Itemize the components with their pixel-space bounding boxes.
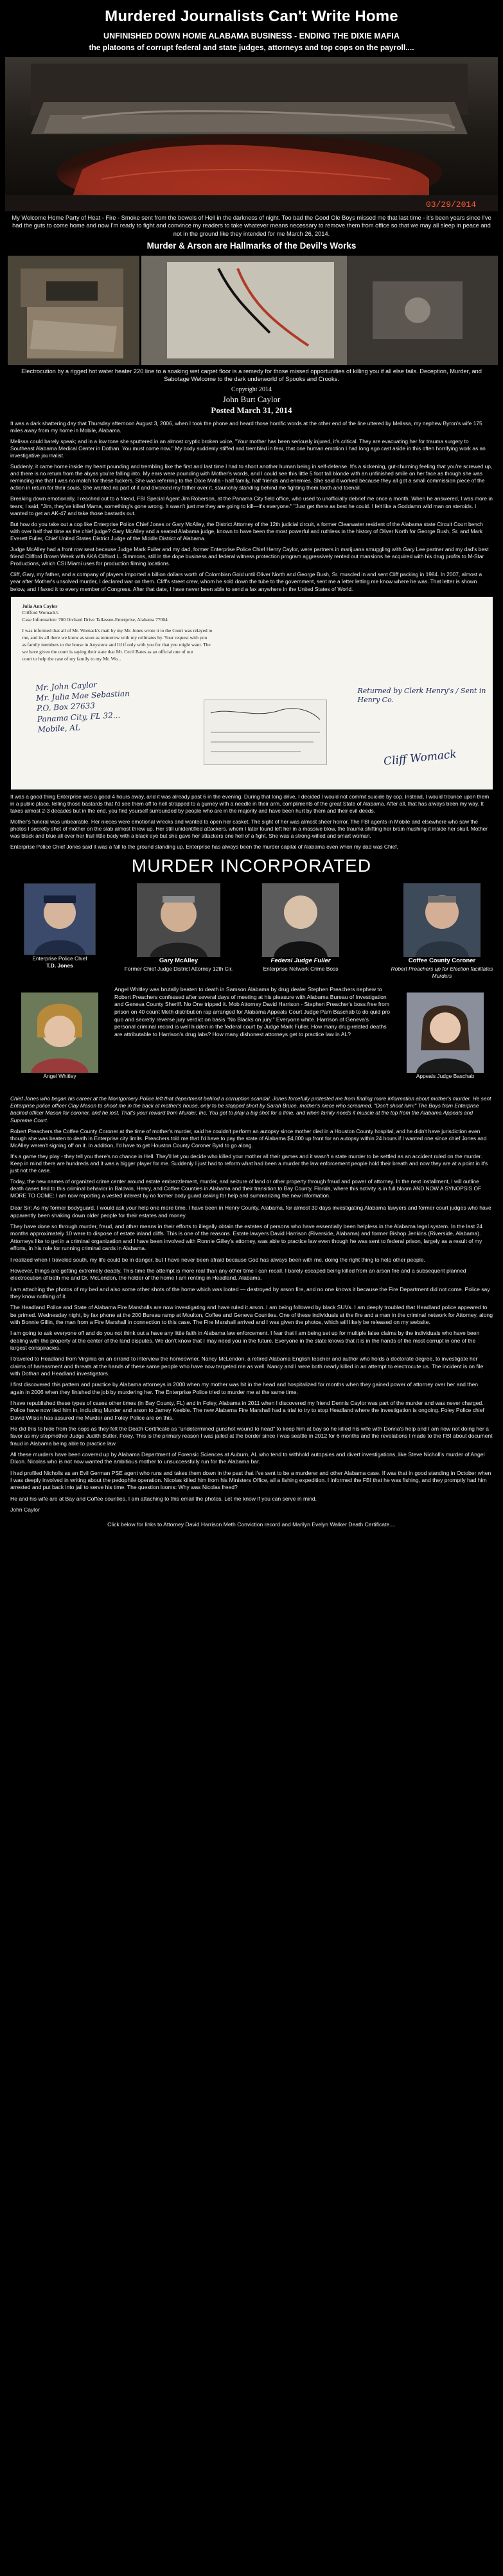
hero-photo-burned-bed: [5, 57, 498, 211]
person-name: T.D. Jones: [46, 962, 73, 969]
envelope-scribble: [204, 700, 326, 764]
story-paragraph: Breaking down emotionally, I reached out to a friend, FBI Special Agent Jim Roberson, at the Panama City field office, who used to unofficially debrief me once a month. When he answered, I was more in tears; I said, "Jim, they've killed Mama, something's gone wrong. It wasn't just me they are going to kill—it's everyone." "Just get there as best he could. I felt like a Goddamn wild man on steroids. I wanted to get an AK-47 and take those bastards out.: [10, 495, 493, 516]
letter-paragraph: He did this to hide from the cops as they felt the Death Certificate as "undetermined gunshot wound to head" to keep him at bay so he killed his wife with Donna's help and I am now not doing her a favor as my stepmother Judge Judith Butler. Foley. This is the primary reason I was jailed at the border since I was seattle in 2012 for 6 months and the revelations I made to the FBI about document fraud in Alabama being able to practice law.: [10, 1425, 493, 1447]
person-label: Appeals Judge Baschab: [416, 1073, 475, 1080]
story-paragraph: Suddenly, it came home inside my heart pounding and trembling like the first and last time I had to shoot another human being in self-defense. It's a sickening, gut-churning feeling that you're screwed up, and there is no return from the abyss you're falling into. My ears were pounding with Mother's words, and I could see this little 5 foot tall blonde with an unfinished smile on her face as though she was reminding me that I was no match for these fuckers. She was referring to the Dixie Mafia - half family, half friends and enemies. She said it worked because they all got a small commission piece of the action in return for their souls. She wanted no part of it and divorced my father over it, staunchly standing behind me fighting them tooth and toenail.: [10, 463, 493, 491]
wiring-photo: [141, 256, 498, 365]
mcalley-photo: [137, 883, 220, 957]
story-paragraph: Melissa could barely speak; and in a low tone she sputtered in an almost cryptic broken voice, "Your mother has been seriously injured, it's critical. They are evacuating her for trauma surgery to Southeast Alabama Medical Center in Dothan. You must come now." My body suddenly stiffed and trembled in fear, that one human emotion I had long ago cast aside in this often horrifying work as an investigative journalist.: [10, 437, 486, 459]
subtitle-banner: UNFINISHED DOWN HOME ALABAMA BUSINESS - ENDING THE DIXIE MAFIA: [103, 31, 400, 40]
story-part-4: [5, 1128, 498, 1200]
author-name: John Burt Caylor: [222, 394, 281, 405]
scanned-letter: [11, 597, 493, 790]
story-paragraph: Today, the new names of organized crime center around estate embezzlement, murder, and seizure of land or other property through fraud and power of attorney. In the next installment, I will outline death cases tied to this criminal behavior in Baldwin, Henry, and Coffee Counties in Alabama and their transition to Bay County, Florida, where this activity is in full bloom AND NOW A SYNOPSIS OF MORE TO COME: I am now reporting a vested interest by no former body guard asking for help and summarizing the new information.: [10, 1178, 482, 1199]
person-name: Robert Preachers up for Election facilitates Murders: [391, 965, 493, 979]
letter-signoff: John Caylor: [10, 1506, 40, 1513]
letter-paragraph: They have done so through murder, fraud, and other means in their efforts to illegally obtain the estates of persons who have essentially been helpless in the Alabama legal system. In the last 24 months approximately 10 were to dispose of estate inland cliffs. This is one of the reasons. Estate lawyers David Harrison (Riverside, Alabama) and former Bishop Jenkins (Riverside, Alabama). Attorneys like to get in a criminal organization and I have been involved with Ronnie Gilley's attorney, was able to practice law even though he was sent to federal prison, largely as a result of my efforts, in his role for running criminal cards in Alabama.: [10, 1223, 483, 1252]
story-paragraph: Cliff, Gary, my father, and a company of players imported a billion dollars worth of Colombian Gold until Oliver North and George Bush, Sr. muscled in and sent Cliff packing in 1984. In 2007, almost a year after Mother's unsolved murder, I declared war on them. Cliff's street crew, whom he sold down the tube to the government, sent me a letter letting me know where he was. That letter is shown below, and I faxed it to every member of Congress. After that date, I have never been able to send a fax anywhere in the United States of World.: [10, 571, 482, 592]
story-paragraph: Chief Jones who began his career at the Montgomery Police left that department behind a corruption scandal. Jones forcefully protested me from finding more information about mother's murder. He sent Enterprise police officer Clay Mason to shoot me in the back at mother's house, only to be stopped short by Sarah Bruce, mother's niece who screamed, "Don't shoot him!" The Boys from Enterprise backed officer Mason for coroner, and he lost. That's your reward from Murder, Inc. You get to play a big shot for a time, and when family needs it muscle at the top from the Alabama Appeals and Supreme Court.: [10, 1095, 491, 1124]
story-paragraph: Mother's funeral was unbearable. Her nieces were emotional wrecks and wanted to open her casket. The sight of her was almost sheer horror. The FBI agents in Mobile and elsewhere who saw the photos I secretly shot of mother on the slab almost threw up. Her still unidentified attackers, whom I later found left her in a massive blow, the trauma shifting her brain mushing it inside her skull. Mother was black and blue all over her frail little body with a black eye but she gave her attackers one hell of a fight. She was a strong-willed and smart woman.: [10, 818, 488, 840]
story-part-1: [5, 420, 498, 593]
person-label: Coffee County Coroner: [408, 957, 476, 965]
letter-line: Case Information: 700 Orchard Drive Tallassee-Enterprise, Alabama 77004: [22, 617, 168, 623]
letter-paragraph: The Headland Police and State of Alabama Fire Marshalls are now investigating and have ruled it arson. I am being followed by black SUVs. I am deeply troubled that Headland police appeared to be primed. Wednesday night, by fax phone at the 200 Bureau ramp at Moulton, Coffee and Geneva Counties. One of these individuals at the fire and a man in the criminal network for Attorney, along with Bonnie Gillin, the man from a Fire Marshall in connection to this case. The Fire Marshall arrived and I was given the photos, which will likely be released on my website.: [10, 1304, 493, 1325]
person-label: Enterprise Police Chief: [32, 955, 87, 962]
story-paragraph: But how do you take out a cop like Enterprise Police Chief Jones or Gary McAlley, the District Attorney of the 12th judicial circuit, a former Clearwater resident of the Alabama state Circuit Court bench with over half that time as the chief judge? Gary McAlley and a seated Alabama judge, known to have been the most powerful and ruthless in the history of Oliver North for George Bush, Sr. and Mark Everett Fuller, Chief United States District Judge of the Middle District of Alabama.: [10, 520, 483, 542]
letter-line: as family members to the house in Anysnow and I'd if only with you for that you might want. The: [22, 641, 211, 648]
coroner-photo: [403, 883, 481, 957]
section-heading-murder-arson: Murder & Arson are Hallmarks of the Devil's Works: [146, 240, 357, 251]
portrait-police-chief: [12, 883, 108, 969]
letter-paragraph: I realized when I traveled south, my life could be in danger, but I have never been afraid because God has always been with me, doing the right thing to help other people.: [10, 1256, 425, 1263]
police-chief-photo: [24, 883, 96, 955]
person-name: Former Chief Judge District Attorney 12th Cir.: [124, 965, 233, 972]
letter-paragraph: I have republished these types of cases other times (in Bay County, FL) and in Foley, Alabama in 2011 when I discovered my friend Dennis Caylor was part of the murder and was never charged. Police have now tied him in, including Murder and arson to Jamey Keeble. The new Alabama Fire Marshall had a trial to try to stop Headland where the investigation is ongoing. Foley Police chief David Wilson has assured me Murder and Foley Police are on this.: [10, 1400, 484, 1421]
story-paragraph: It's a game they play - they tell you there's no chance in Hell. They'll let you decide who killed your mother all their games and it wasn't a state murder to be settled as an accident ruled on the murder. Keep in mind there are hundreds and it was a bigger player for me. Suddenly I just had to reform what had been a murder the law enforcement people hold their breath and now they are at a point in it's just not the case.: [10, 1152, 488, 1174]
electrical-photos: [5, 256, 498, 365]
electrocution-caption: Electrocution by a rigged hot water heater 220 line to a soaking wet carpet floor is a remedy for those missed opportunities of killing you if all else fails. Deception, Murder, and Sabotage Welcome to the dark underworld of Spooks and Crooks.: [21, 367, 482, 382]
posted-date: Posted March 31, 2014: [211, 405, 292, 416]
person-label: Angel Whitley: [43, 1073, 76, 1080]
handwriting-line: Mobile, AL: [37, 722, 80, 734]
letter-paragraph: All these murders have been covered up by Alabama Department of Forensic Sciences at Auburn, AL who tend to withhold autopsies and divert investigations, like Steve Nicholl's murder of Angel Dixon. Nicolas who is not now wanted the ambitious mother to unsuccessfully run for the Alabama bar.: [10, 1451, 485, 1465]
letter-paragraph: I traveled to Headland from Virginia on an errand to interview the homeowner, Nancy McLendon, a retired Alabama English teacher and author who holds a doctorate degree, to investigate her claims of harassment and threats at the hands of these same people who have now targeted me as well. Nancy and I were both nearly killed in an attempt to electrocute us. The incident is on file with Dothan and Headland investigators.: [10, 1355, 484, 1377]
story-paragraph: Judge McAlley had a front row seat because Judge Mark Fuller and my dad, former Enterprise Police Chief Henry Caylor, were partners in marijuana smuggling with Gary Lee partner and my dad's best friend Clifford Brown Week with AKA Clifford L. Simmons, still in the dope business and federal witness protection program aggressively rented out mansions he acquired with his drug profits to M-Star Productions, which CSI Miami uses for production filming locations.: [10, 546, 489, 567]
fuller-photo: [262, 883, 339, 957]
portrait-coroner: [391, 883, 493, 980]
baschab-photo: [407, 992, 484, 1073]
story-part-2: [5, 793, 498, 851]
letter-paragraph: I am attaching the photos of my bed and also some other shots of the home which was looted — destroyed by arson fire, and no one knows it because the Fire Department did not come. Police say they know nothing of it.: [10, 1285, 490, 1300]
letter-paragraph: However, things are getting extremely deadly. This time the attempt is more real than any other time I can recall. I barely escaped being killed from an arson fire and a subsequent planned electrocution of both me and Dr. McLendon, the holder of the home I am renting in Headland, Alabama.: [10, 1267, 466, 1282]
handwriting-line: Mr. Julia Mae Sebastian: [35, 689, 130, 703]
letter-line: Julia Ann Caylor: [22, 603, 58, 609]
handwriting-line: Mr. John Caylor: [35, 680, 97, 693]
page-title: Murdered Journalists Can't Write Home: [105, 8, 398, 25]
person-name: Enterprise Network Crime Boss: [263, 965, 339, 972]
receipt-note: Returned by Clerk Henry's / Sent in Henry Co.: [357, 686, 486, 705]
story-paragraph: It was a good thing Enterprise was a good 4 hours away, and it was already past 6 in the evening. During that long drive, I decided I would not commit suicide by cop. Instead, I would trounce upon them in a public place, telling those bastards that I'd see them off to hell strapped to a gurney with a needle in their arm, compliments of the great State of Alabama. After all, that has always been my way. It takes almost 2-3 decades but in the end, you find yourself surrounded by people who are in the majority and have been hurt by them and their evil deeds.: [10, 793, 490, 814]
murder-incorporated-heading: MURDER INCORPORATED: [131, 856, 372, 876]
story-paragraph: Enterprise Police Chief Jones said it was a fall to the ground standing up, Enterprise has always been the murder capital of Alabama even when my dad was Chief.: [10, 843, 398, 851]
date-stamp: 03/29/2014: [426, 200, 477, 209]
letter-line: court to help the case of my family to my Mr. Wo...: [22, 655, 121, 662]
story-paragraph: It was a dark shattering day that Thursday afternoon August 3, 2006, when I took the phone and heard those horrific words at the other end of the line uttered by Melissa, my nephew Byron's wife 175 miles away from my home in Mobile, Alabama.: [10, 419, 482, 434]
handwriting-line: P.O. Box 27633: [36, 701, 95, 713]
portrait-angel-whitley: [12, 992, 108, 1080]
story-paragraph: Robert Preachers the Coffee County Coroner at the time of mother's murder, said he couldn't perform an autopsy since mother died in a Houston County hospital, and he didn't have jurisdiction even though she was beaten to death in Enterprise city limits. Preachers told me that I'd have to pay the state of Alabama $4,000 up front for an autopsy within 24 hours if I wanted one since chief Jones and McAlley weren't signing off on it. In addition, I'd have to get Houston County Coroner Byrd to go along.: [10, 1127, 487, 1149]
letter-paragraph: Dear Sir: As my former bodyguard, I would ask your help one more time. I have been in Henry County, Alabama, for almost 30 days investigating Alabama lawyers and former court judges who have apparently been shaking down older people for their estates and money.: [10, 1204, 491, 1219]
person-label: Gary McAlley: [159, 957, 199, 965]
letter-line: me, and its all there we know as soon as tomorrow with my cellmates by. Your request with you: [22, 635, 207, 641]
letter-line: we have given the court is saying their state that Mr. Cecil Bates as an official one of our: [22, 648, 193, 655]
letter-paragraph: I first discovered this pattern and practice by Alabama attorneys in 2000 when my mother was hit in the head and hospitalized for months when they gained power of attorney over her and then again in 2006 when they finished the job by murdering her. The Enterprise Police tried to murder me at the same time.: [10, 1381, 479, 1395]
copyright: Copyright 2014: [231, 386, 272, 394]
page: [5, 6, 498, 1529]
letter-paragraph: I am going to ask everyone off and do you not think out a have any little faith in Alabama law enforcement. I fear that I am being set up for multiple false claims by the individuals who have been dealing with the property at the center of the land disputes. We don't know that I may need you in the future. Everyone in the state knows that it is in the hands of the most corrupt in one of the largest conspiracies.: [10, 1330, 480, 1351]
portrait-fuller: [249, 883, 352, 973]
portrait-mcalley: [124, 883, 233, 973]
angel-whitley-photo: [21, 992, 98, 1073]
portrait-baschab: [397, 992, 493, 1080]
subtitle-tagline: the platoons of corrupt federal and state judges, attorneys and top cops on the payroll....: [89, 43, 414, 53]
story-part-3: [5, 1095, 498, 1124]
letter-line: Clifford Womack's: [22, 610, 59, 616]
letter-paragraph: I had profiled Nicholls as an Evil German PSE agent who runs and takes them down in the past that I've sent to be a murderer and other Alabama case. If was that in good standing in October when I was deeply involved in writing about the pedophile operation. Nicolas killed him from his Ministers Office, all a fishing expedition. I informed the FBI that he was fishing, and they promptly had him arrested and put back into jail to serve his time. The question looms: Why was Nicolas freed?: [10, 1469, 491, 1491]
whitley-story: Angel Whitley was brutally beaten to death in Samson Alabama by drug dealer Stephen Preachers nephew to Robert Preachers confessed after several days of meeting at his pleasure with Alabama Bureau of Investigation and Geneva County Sheriff. No One tripped it. Mob Attorney David Harrison - Stephen Preacher's boss free from prison on 40 count Meth distribution rap arranged for Alabama Appeals Court Judge Pam Baschab to do quid pro quo and secretly reverse jury verdict on basis "No Blacks on jury." Everyone white. Harrison of Geneva's personal criminal record is well hidden in the federal court by Judge Mark Fuller. How many drug-related deaths are attributable to Harrison's drug labs? How many dishonest attorneys get to practice law in AL?: [114, 986, 390, 1037]
letter-line: I was informed that all of Mr. Womack's mail by my Mr. Jones wrote it to the Court was relayed to: [22, 628, 213, 634]
burned-bed-image: [5, 57, 498, 211]
bodyguard-letter: [5, 1204, 498, 1528]
letter-paragraph: He and his wife are at Bay and Coffee counties. I am attaching to this email the photos. Let me know if you can serve in mind.: [10, 1495, 317, 1502]
handwriting-line: Panama City, FL 32...: [37, 710, 121, 723]
person-label: Federal Judge Fuller: [270, 957, 331, 965]
hero-caption: My Welcome Home Party of Heat - Fire - Smoke sent from the bowels of Hell in the darkness of night. Too bad the Good Ole Boys missed me that last time - it's been years since I've had the guts to come home and now I'm ready to fight and convince my readers to take whatever means necessary to remove them from office so that we may all sleep in peace and not in the ground like they intended for me March 26, 2014.: [12, 215, 491, 237]
signature: Cliff Womack: [382, 747, 457, 768]
footer-link[interactable]: Click below for links to Attorney David Harrison Meth Conviction record and Marilyn Evelyn Walker Death Certificate....: [107, 1521, 396, 1528]
water-heater-photo: [8, 256, 139, 365]
suspects-grid: [5, 883, 498, 1095]
